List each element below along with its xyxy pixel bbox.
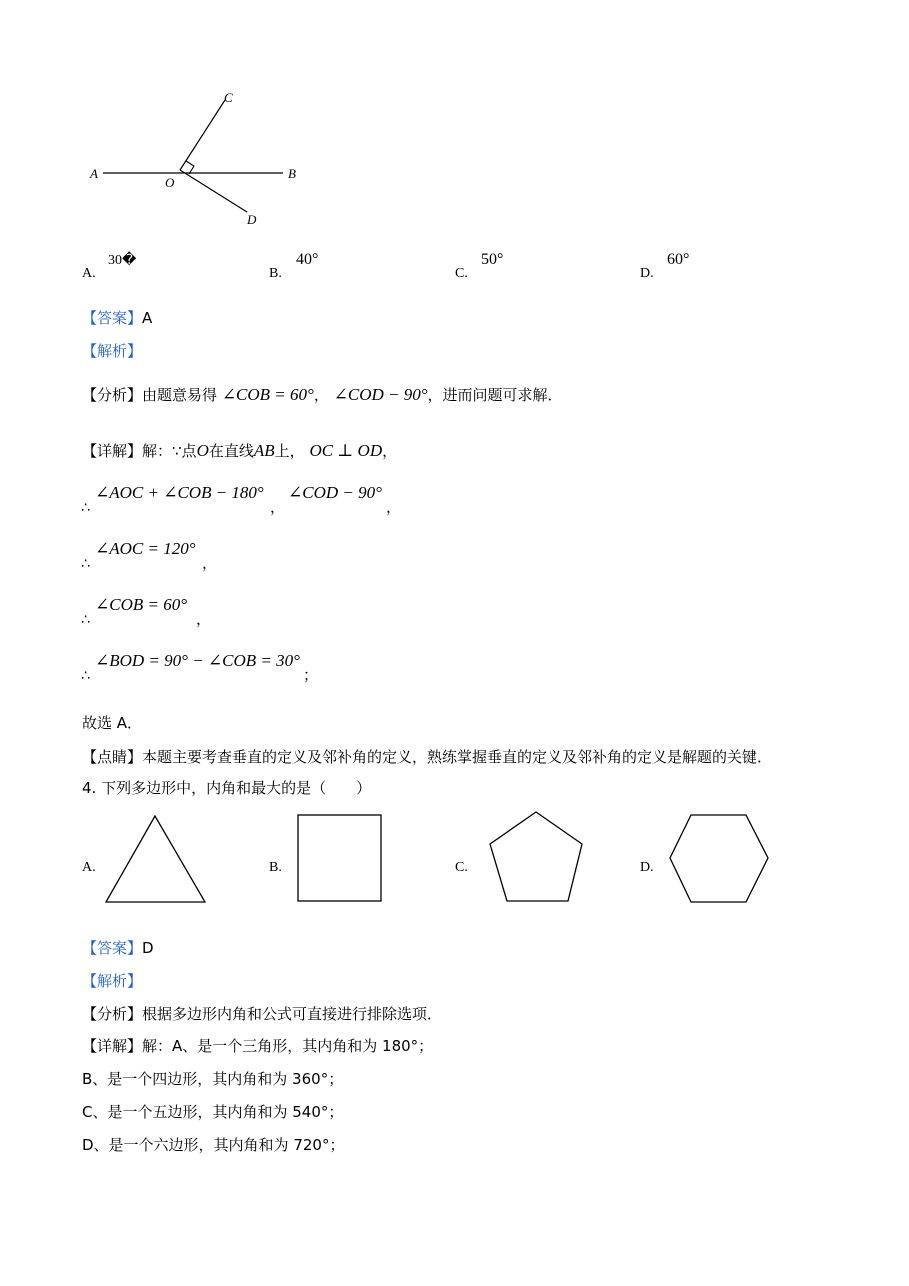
fenxi-eq1: ∠COB = 60° — [221, 385, 314, 404]
step2-end: ， — [202, 554, 218, 572]
q4-fenxi-line — [82, 1003, 442, 1024]
q4-detail-line-3: C、是一个五边形，其内角和为 540°； — [82, 1103, 344, 1121]
q4-option-B-letter: B. — [269, 860, 282, 875]
q4-analysis-tag: 【解析】 — [82, 972, 143, 990]
fenxi-eq2: ∠COD − 90° — [333, 385, 428, 404]
detail-AB: AB — [253, 441, 275, 460]
label-B: B — [288, 166, 296, 181]
step4-eq: ∠BOD = 90° − ∠COB = 30° — [95, 651, 300, 670]
detail-mid2: 上， — [274, 442, 305, 460]
step2-eq: ∠AOC = 120° — [95, 539, 196, 558]
fenxi-text: 根据多边形内角和公式可直接进行排除选项． — [142, 1005, 443, 1023]
label-O: O — [165, 175, 175, 190]
label-D: D — [247, 212, 257, 227]
q3-choose: 故选 A． — [82, 714, 143, 732]
detail-tag: 【详解】 — [82, 1037, 143, 1055]
q3-option-D-value: 60° — [667, 251, 690, 268]
q3-option-B-letter: B. — [269, 266, 282, 281]
q3-option-C-letter: C. — [455, 266, 468, 281]
step4-end: ； — [303, 666, 319, 684]
label-C: C — [224, 90, 233, 105]
therefore-symbol: ∴ — [81, 556, 90, 572]
therefore-symbol: ∴ — [81, 612, 90, 628]
q3-option-C-value: 50° — [481, 251, 504, 268]
q4-detail-line-2: B、是一个四边形，其内角和为 360°； — [82, 1070, 344, 1088]
step1-eq2: ∠COD − 90° — [288, 483, 382, 502]
q3-analysis-tag: 【解析】 — [82, 342, 143, 360]
detail-text: 解：A、是一个三角形，其内角和为 180°； — [142, 1037, 434, 1055]
detail-end: ， — [382, 442, 398, 460]
answer-tag: 【答案】 — [82, 939, 143, 957]
dianjing-tag: 【点睛】 — [82, 748, 143, 766]
step1-end: ， — [386, 498, 402, 516]
step3-eq: ∠COB = 60° — [95, 595, 188, 614]
detail-perp: OC ⊥ OD — [309, 441, 383, 460]
q4-option-C-letter: C. — [455, 860, 468, 875]
fenxi-tag: 【分析】 — [82, 386, 143, 404]
answer-value: D — [142, 939, 154, 957]
q4-detail-line-1 — [82, 1035, 433, 1056]
fenxi-sep: ， — [313, 386, 329, 404]
dianjing-text: 本题主要考查垂直的定义及邻补角的定义，熟练掌握垂直的定义及邻补角的定义是解题的关键． — [142, 748, 773, 766]
q3-option-D-letter: D. — [640, 266, 654, 281]
answer-value: A — [142, 309, 153, 327]
detail-mid: 在直线 — [208, 442, 254, 460]
q3-option-A-letter: A. — [82, 266, 96, 281]
fenxi-tag: 【分析】 — [82, 1005, 143, 1023]
q4-question: 4. 下列多边形中，内角和最大的是（ ） — [82, 779, 372, 797]
fenxi-pre: 由题意易得 — [142, 386, 218, 404]
step1-sep: ， — [270, 498, 286, 516]
detail-O: O — [196, 441, 209, 460]
step1-eq: ∠AOC + ∠COB − 180° — [95, 483, 264, 502]
detail-tag: 【详解】 — [82, 442, 143, 460]
detail-pre: 解：∵点 — [142, 442, 197, 460]
q3-option-A-value: 30� — [108, 253, 137, 268]
q4-option-A-letter: A. — [82, 860, 96, 875]
q4-option-D-letter: D. — [640, 860, 654, 875]
fenxi-post: ，进而问题可求解． — [427, 386, 563, 404]
q4-answer-line — [82, 937, 154, 958]
q3-option-B-value: 40° — [296, 251, 319, 268]
label-A: A — [90, 166, 98, 181]
answer-tag: 【答案】 — [82, 309, 143, 327]
therefore-symbol: ∴ — [81, 500, 90, 516]
q4-detail-line-4: D、是一个六边形，其内角和为 720°； — [82, 1136, 345, 1154]
step3-end: ， — [196, 610, 212, 628]
therefore-symbol: ∴ — [81, 668, 90, 684]
